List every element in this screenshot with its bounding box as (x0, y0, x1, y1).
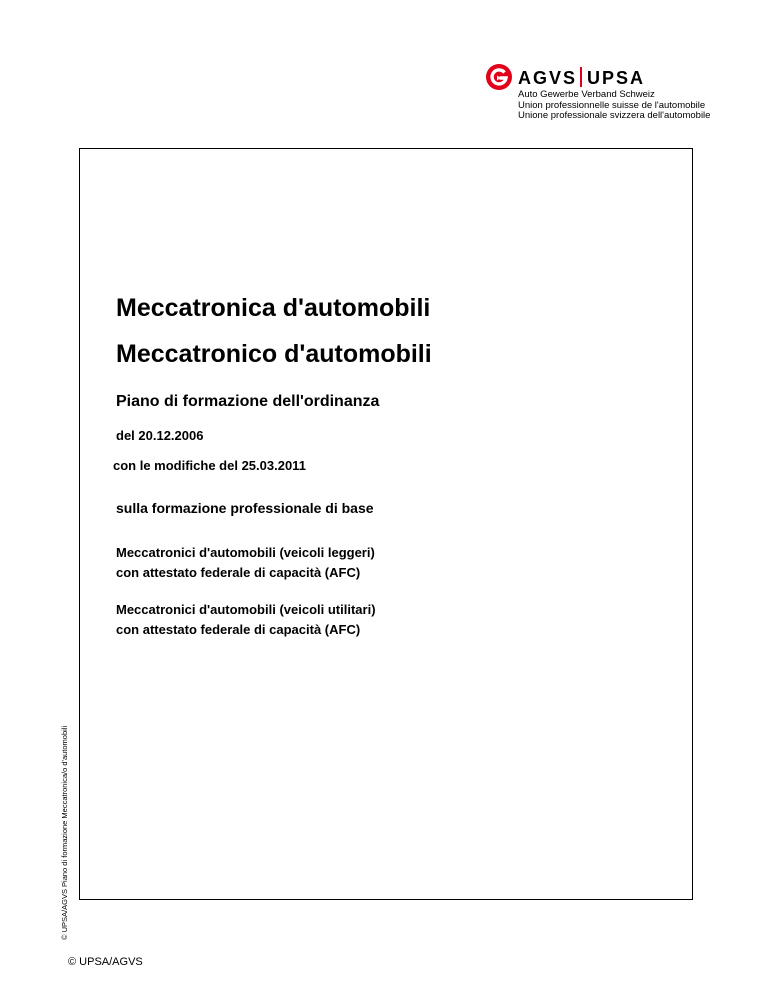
agvs-logo-icon (486, 64, 512, 90)
logo-brand-agvs: AGVS (518, 68, 578, 88)
logo-tagline-it: Unione professionale svizzera dell'automobile (518, 110, 711, 121)
cover-topic: sulla formazione professionale di base (116, 500, 374, 516)
cover-title-masculine: Meccatronico d'automobili (116, 340, 432, 368)
cover-amendment: con le modifiche del 25.03.2011 (113, 458, 306, 473)
profile-light-line-1: Meccatronici d'automobili (veicoli leggeri) (116, 545, 375, 560)
logo-wordmark (518, 66, 645, 90)
cover-title-feminine: Meccatronica d'automobili (116, 294, 431, 322)
agvs-upsa-logo (486, 62, 736, 122)
profile-commercial-line-1: Meccatronici d'automobili (veicoli utilitari) (116, 602, 376, 617)
profile-commercial-line-2: con attestato federale di capacità (AFC) (116, 622, 361, 637)
cover-profile-light-vehicles (116, 543, 375, 583)
logo-tagline-fr: Union professionnelle suisse de l'automobile (518, 99, 706, 111)
cover-subtitle: Piano di formazione dell'ordinanza (116, 393, 380, 410)
logo-tagline-de: Auto Gewerbe Verband Schweiz (518, 89, 655, 100)
profile-light-line-2: con attestato federale di capacità (AFC) (116, 565, 361, 580)
logo-separator (580, 67, 582, 87)
footer-copyright: © UPSA/AGVS (68, 956, 143, 968)
cover-profile-commercial-vehicles (116, 600, 376, 640)
cover-date: del 20.12.2006 (116, 428, 204, 443)
side-copyright-note: © UPSA/AGVS Piano di formazione Meccatronica/o d'automobili (60, 725, 69, 940)
logo-taglines (518, 90, 710, 122)
cover-frame (79, 148, 693, 900)
logo-brand-upsa: UPSA (587, 68, 646, 88)
